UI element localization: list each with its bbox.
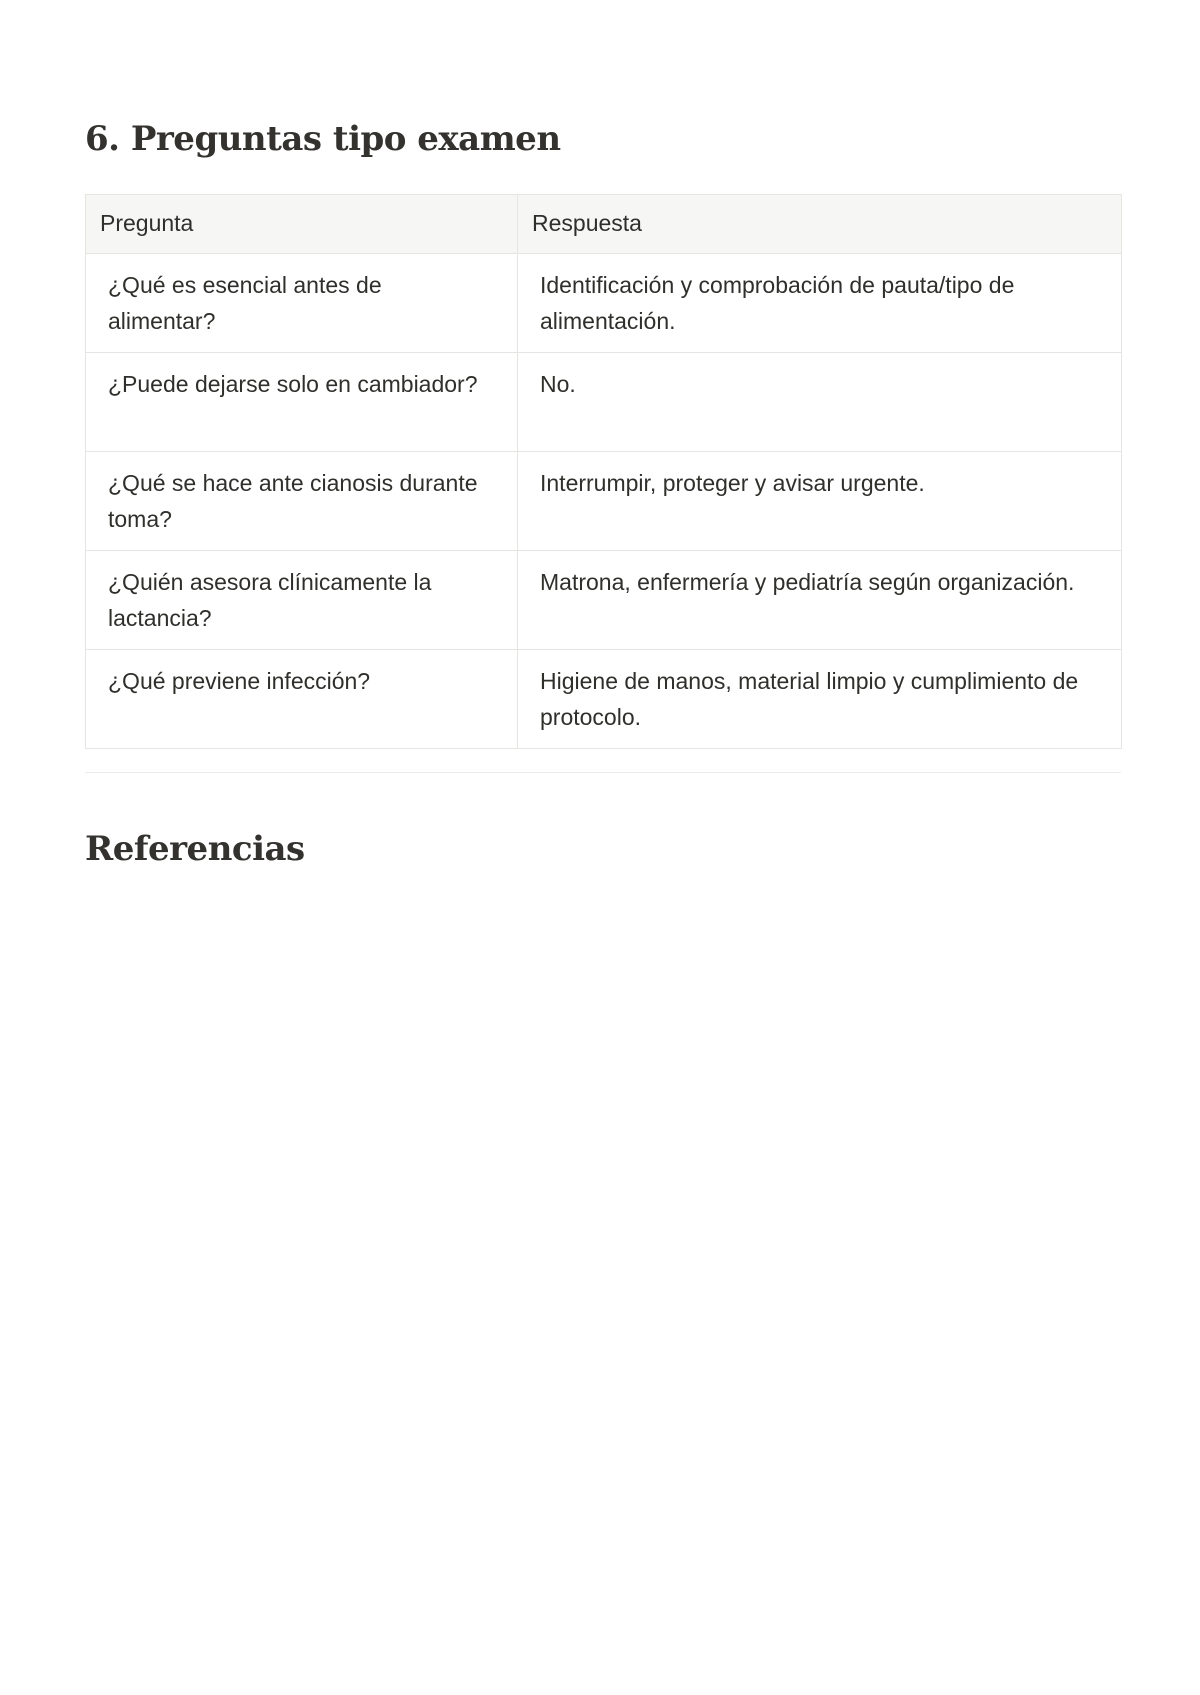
question-cell: ¿Qué es esencial antes de alimentar? — [86, 254, 518, 353]
section-title-exam-questions: 6. Preguntas tipo examen — [85, 119, 561, 159]
answer-cell: Identificación y comprobación de pauta/tipo de alimentación. — [518, 254, 1122, 353]
qa-table — [85, 194, 1122, 749]
section-title-references: Referencias — [85, 829, 305, 869]
answer-cell: Interrumpir, proteger y avisar urgente. — [518, 452, 1122, 551]
question-cell: ¿Quién asesora clínicamente la lactancia? — [86, 551, 518, 650]
header-answer: Respuesta — [518, 195, 1122, 254]
table-row — [86, 650, 1122, 749]
question-cell: ¿Qué se hace ante cianosis durante toma? — [86, 452, 518, 551]
table-row — [86, 551, 1122, 650]
table-row — [86, 452, 1122, 551]
answer-cell: Matrona, enfermería y pediatría según organización. — [518, 551, 1122, 650]
answer-cell: Higiene de manos, material limpio y cumplimiento de protocolo. — [518, 650, 1122, 749]
question-cell: ¿Puede dejarse solo en cambiador? — [86, 353, 518, 452]
table-row — [86, 254, 1122, 353]
table-header-row — [86, 195, 1122, 254]
question-cell: ¿Qué previene infección? — [86, 650, 518, 749]
answer-cell: No. — [518, 353, 1122, 452]
table-row — [86, 353, 1122, 452]
section-divider — [85, 772, 1121, 773]
header-question: Pregunta — [86, 195, 518, 254]
